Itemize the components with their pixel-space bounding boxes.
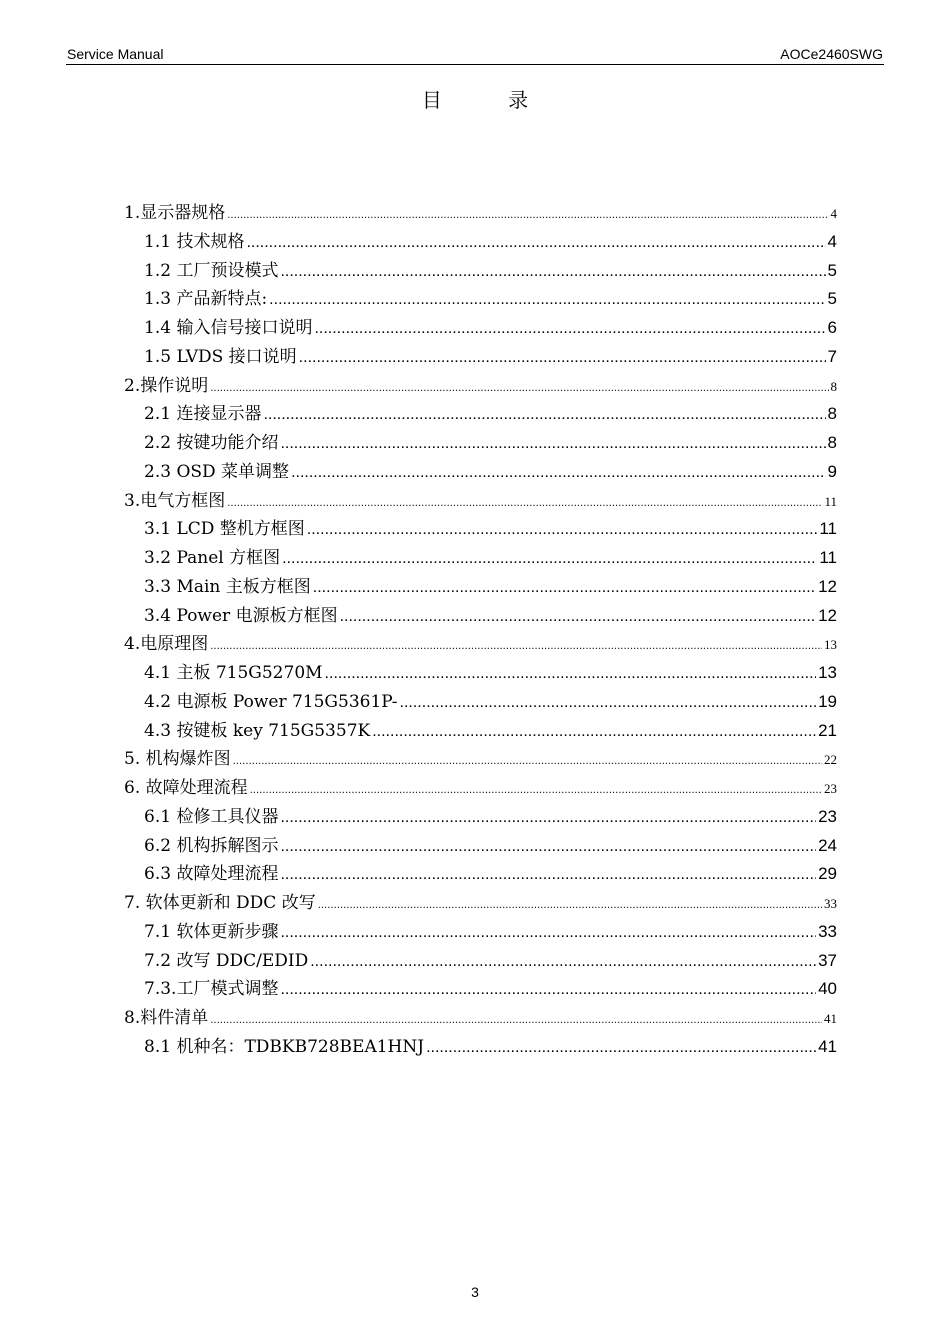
toc-entry-page-number: 29 xyxy=(818,864,837,884)
toc-entry-page-number: 12 xyxy=(818,605,837,625)
toc-entry-label: 4.1 主板 715G5270M xyxy=(144,663,323,683)
toc-entry-label: 2.3 OSD 菜单调整 xyxy=(144,461,290,482)
toc-entry-label: 6.2 机构拆解图示 xyxy=(144,835,279,856)
toc-entry-page-number: 11 xyxy=(824,493,837,509)
toc-section-entry[interactable] xyxy=(124,1003,837,1032)
toc-subsection-entry[interactable] xyxy=(124,1032,837,1061)
toc-entry-page-number: 9 xyxy=(827,461,837,481)
toc-entry-page-number: 41 xyxy=(824,1011,837,1026)
toc-entry-label: 8.料件清单 xyxy=(124,1008,209,1028)
toc-entry-label: 7. 软体更新和 DDC 改写 xyxy=(124,893,316,913)
toc-entry-label: 1.1 技术规格 xyxy=(144,231,245,252)
toc-subsection-entry[interactable] xyxy=(124,687,837,716)
toc-entry-page-number: 13 xyxy=(818,663,837,682)
toc-entry-page-number: 33 xyxy=(818,921,837,941)
toc-entry-page-number: 7 xyxy=(827,346,837,366)
toc-entry-label: 6.1 检修工具仪器 xyxy=(144,806,279,827)
toc-entry-label: 6. 故障处理流程 xyxy=(124,778,248,798)
toc-dot-leader xyxy=(307,519,818,539)
toc-dot-leader xyxy=(280,922,816,942)
toc-subsection-entry[interactable] xyxy=(124,543,837,572)
page-title: 目 录 xyxy=(421,88,559,112)
toc-dot-leader xyxy=(280,979,816,999)
toc-entry-page-number: 37 xyxy=(818,950,837,970)
header-left-text: Service Manual xyxy=(67,46,164,62)
toc-entry-page-number: 21 xyxy=(818,720,837,740)
toc-entry-label: 7.1 软体更新步骤 xyxy=(144,921,279,942)
toc-dot-leader xyxy=(280,433,825,453)
toc-subsection-entry[interactable] xyxy=(124,974,837,1003)
toc-entry-page-number: 23 xyxy=(818,806,837,826)
toc-subsection-entry[interactable] xyxy=(124,313,837,342)
toc-entry-page-number: 19 xyxy=(818,691,837,711)
toc-entry-label: 3.2 Panel 方框图 xyxy=(144,548,281,568)
toc-dot-leader xyxy=(291,462,825,482)
toc-dot-leader xyxy=(280,836,816,856)
toc-entry-label: 4.2 电源板 Power 715G5361P- xyxy=(144,691,398,712)
toc-dot-leader xyxy=(280,261,825,281)
toc-subsection-entry[interactable] xyxy=(124,399,837,428)
toc-entry-page-number: 8 xyxy=(830,378,837,394)
toc-subsection-entry[interactable] xyxy=(124,802,837,831)
table-of-contents xyxy=(124,198,837,1061)
toc-entry-label: 8.1 机种名：TDBKB728BEA1HNJ xyxy=(144,1036,425,1057)
toc-entry-page-number: 6 xyxy=(827,318,837,337)
toc-entry-page-number: 11 xyxy=(819,519,837,539)
toc-dot-leader xyxy=(318,893,822,913)
toc-dot-leader xyxy=(210,634,822,654)
toc-subsection-entry[interactable] xyxy=(124,572,837,601)
toc-entry-label: 4.3 按键板 key 715G5357K xyxy=(144,720,371,741)
toc-subsection-entry[interactable] xyxy=(124,917,837,946)
toc-entry-page-number: 4 xyxy=(827,231,837,251)
toc-entry-label: 2.2 按键功能介绍 xyxy=(144,433,279,453)
toc-dot-leader xyxy=(280,864,816,884)
toc-dot-leader xyxy=(310,951,816,971)
toc-dot-leader xyxy=(282,548,817,568)
toc-dot-leader xyxy=(227,203,828,223)
toc-subsection-entry[interactable] xyxy=(124,601,837,630)
toc-subsection-entry[interactable] xyxy=(124,227,837,256)
toc-entry-label: 4.电原理图 xyxy=(124,634,209,655)
toc-entry-label: 6.3 故障处理流程 xyxy=(144,864,279,885)
toc-entry-label: 1.5 LVDS 接口说明 xyxy=(144,346,297,367)
toc-entry-page-number: 11 xyxy=(819,548,837,567)
toc-subsection-entry[interactable] xyxy=(124,457,837,486)
toc-dot-leader xyxy=(372,721,816,741)
toc-entry-label: 3.3 Main 主板方框图 xyxy=(144,576,311,597)
toc-entry-label: 2.1 连接显示器 xyxy=(144,404,262,425)
toc-entry-label: 1.4 输入信号接口说明 xyxy=(144,318,313,338)
toc-entry-label: 1.3 产品新特点: xyxy=(144,289,268,310)
toc-dot-leader xyxy=(269,289,825,309)
toc-entry-page-number: 24 xyxy=(818,835,837,855)
toc-entry-page-number: 8 xyxy=(827,404,837,424)
toc-subsection-entry[interactable] xyxy=(124,658,837,687)
toc-section-entry[interactable] xyxy=(124,773,837,802)
toc-section-entry[interactable] xyxy=(124,629,837,658)
toc-entry-page-number: 4 xyxy=(830,206,837,221)
toc-entry-label: 7.3.工厂模式调整 xyxy=(144,979,279,1000)
toc-section-entry[interactable] xyxy=(124,198,837,227)
toc-entry-page-number: 40 xyxy=(818,979,837,999)
toc-entry-page-number: 5 xyxy=(827,260,837,280)
toc-subsection-entry[interactable] xyxy=(124,428,837,457)
toc-subsection-entry[interactable] xyxy=(124,514,837,543)
toc-dot-leader xyxy=(314,318,825,338)
toc-entry-label: 3.1 LCD 整机方框图 xyxy=(144,519,305,540)
toc-subsection-entry[interactable] xyxy=(124,256,837,285)
toc-dot-leader xyxy=(299,347,826,367)
toc-subsection-entry[interactable] xyxy=(124,716,837,745)
toc-entry-label: 1.2 工厂预设模式 xyxy=(144,260,279,281)
toc-dot-leader xyxy=(246,232,825,252)
toc-section-entry[interactable] xyxy=(124,371,837,400)
toc-entry-label: 7.2 改写 DDC/EDID xyxy=(144,950,309,971)
toc-entry-label: 2.操作说明 xyxy=(124,375,209,396)
toc-subsection-entry[interactable] xyxy=(124,946,837,975)
toc-subsection-entry[interactable] xyxy=(124,284,837,313)
toc-section-entry[interactable] xyxy=(124,888,837,917)
toc-subsection-entry[interactable] xyxy=(124,342,837,371)
toc-dot-leader xyxy=(263,404,825,424)
toc-subsection-entry[interactable] xyxy=(124,831,837,860)
toc-section-entry[interactable] xyxy=(124,486,837,515)
toc-dot-leader xyxy=(210,376,828,396)
toc-section-entry[interactable] xyxy=(124,744,837,773)
toc-dot-leader xyxy=(340,606,817,626)
toc-dot-leader xyxy=(325,663,817,683)
toc-dot-leader xyxy=(313,577,816,597)
toc-entry-page-number: 23 xyxy=(824,781,837,796)
toc-entry-label: 3.4 Power 电源板方框图 xyxy=(144,605,338,626)
toc-entry-label: 1.显示器规格 xyxy=(124,203,226,223)
header-right-text: AOCe2460SWG xyxy=(780,46,883,62)
toc-entry-page-number: 13 xyxy=(824,637,837,653)
toc-entry-page-number: 8 xyxy=(827,433,837,452)
toc-dot-leader xyxy=(210,1008,822,1028)
toc-subsection-entry[interactable] xyxy=(124,859,837,888)
toc-entry-page-number: 33 xyxy=(824,896,837,911)
toc-entry-page-number: 22 xyxy=(824,752,837,768)
toc-entry-page-number: 41 xyxy=(818,1036,837,1056)
toc-dot-leader xyxy=(280,807,816,827)
toc-dot-leader xyxy=(426,1037,816,1057)
toc-entry-label: 5. 机构爆炸图 xyxy=(124,749,231,770)
page-number: 3 xyxy=(471,1284,479,1300)
toc-dot-leader xyxy=(400,692,817,712)
toc-entry-page-number: 5 xyxy=(827,289,837,309)
toc-dot-leader xyxy=(250,778,822,798)
toc-dot-leader xyxy=(233,749,822,769)
header-divider xyxy=(66,64,884,65)
toc-dot-leader xyxy=(227,491,822,511)
toc-entry-label: 3.电气方框图 xyxy=(124,490,226,511)
toc-entry-page-number: 12 xyxy=(818,576,837,596)
